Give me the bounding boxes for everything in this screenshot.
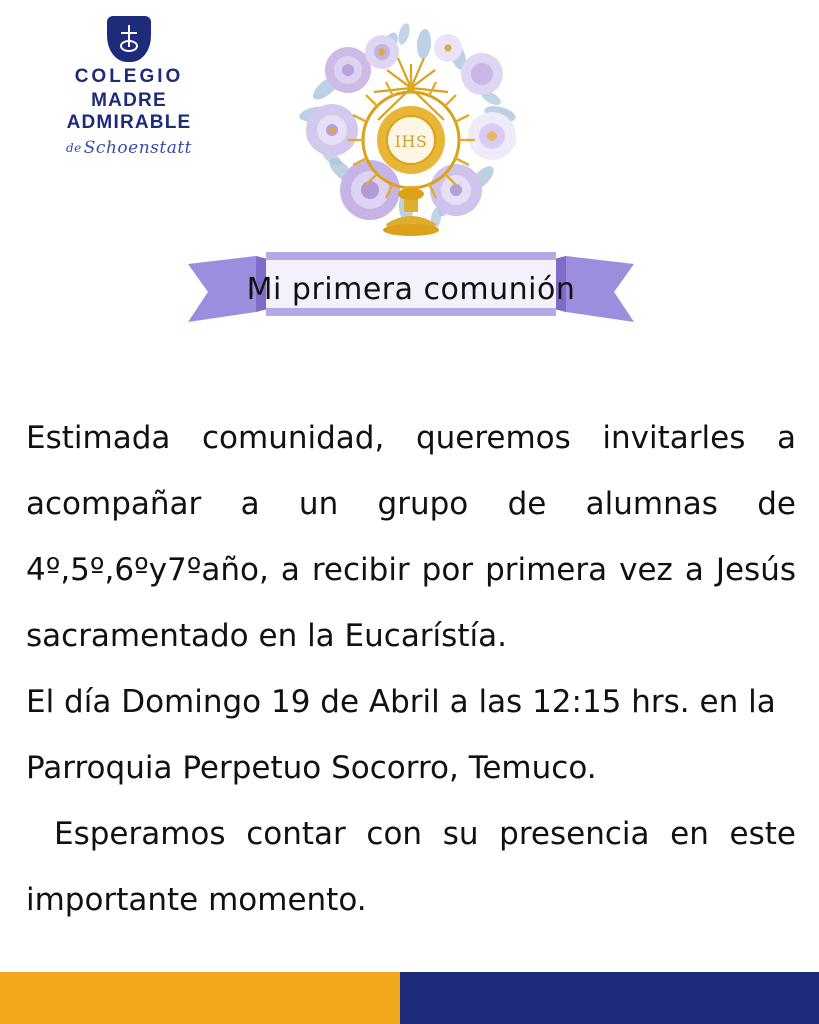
monstrance-floral-wreath-icon [286,18,536,246]
logo-line-colegio: COLEGIO [74,66,184,87]
body-paragraph-3-text: Esperamos contar con su presencia en este importante momento. [26,816,796,918]
footer-color-bars [0,972,819,1024]
logo-schoenstatt-word: Schoenstatt [83,137,192,158]
logo-de-word: de [65,141,82,156]
banner-title: Mi primera comunión [246,271,576,307]
body-paragraph-3 [26,801,796,933]
footer-bar-yellow [0,972,400,1024]
logo-line-schoenstatt [34,138,224,158]
footer-bar-blue [400,972,819,1024]
svg-text:IHS: IHS [394,132,428,151]
ribbon-banner [186,236,636,336]
invitation-body [26,405,796,933]
body-paragraph-2: El día Domingo 19 de Abril a las 12:15 hrs. en la Parroquia Perpetuo Socorro, Temuco. [26,684,776,786]
logo-line-madre-admirable: MADRE ADMIRABLE [66,89,192,133]
body-paragraph-1: Estimada comunidad, queremos invitarles a acompañar a un grupo de alumnas de 4º,5º,6ºy7ºaño, a recibir por primera vez a Jesús sacramentado en la Eucarístía. [26,420,796,654]
shield-cross-icon [107,16,151,62]
school-logo [34,16,224,158]
